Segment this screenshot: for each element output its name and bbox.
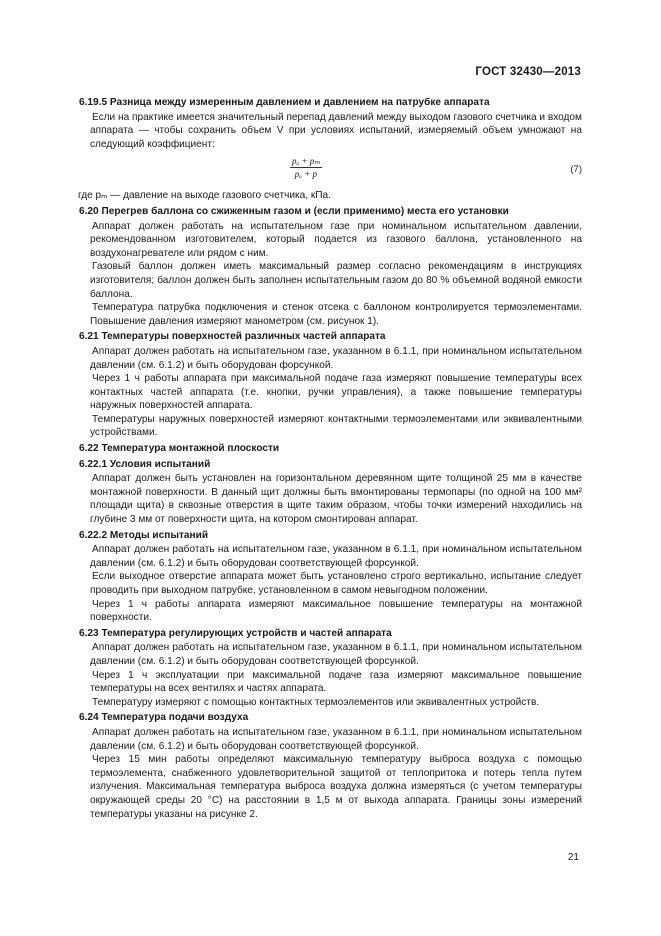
paragraph: Газовый баллон должен иметь максимальный размер согласно рекомендациям в инструкциях изготовителя; баллон должен быть заполнен испытательным газом до 80 % объемной водяной емкости баллона. — [90, 261, 582, 300]
paragraph: Через 1 ч работы аппарата измеряют максимальное повышение температуры на монтажной поверхности. — [90, 598, 582, 624]
section-heading-6-19-5: 6.19.5 Разница между измеренным давлением и давлением на патрубке аппарата — [79, 97, 490, 108]
fraction-numerator: pₐ + pₘ — [292, 156, 320, 167]
paragraph: Через 15 мин работы определяют максимальную температуру выброса воздуха с помощью термоэлемента, снабженного удовлетворительной защитой от теплопритока и потерь тепла путем излучения. Максимальная температура выброса воздуха должна измеряться (с учетом температуры окружающей среды 20 °C) на расстоянии в 1,5 м от выхода аппарата. Границы зоны измерений температуры указаны на рисунке 2. — [90, 754, 582, 820]
section-heading-6-22: 6.22 Температура монтажной плоскости — [79, 443, 280, 455]
document-body — [76, 94, 582, 821]
paragraph: Аппарат должен быть установлен на горизонтальном деревянном щите толщиной 25 мм в качестве монтажной поверхности. В данный щит должны быть вмонтированы термопары (по одной на 100 мм² площади щита) в сквозные отверстия в щите таким образом, чтобы точки измерений находились на глубине 3 мм от поверхности щита, на котором смонтирован аппарат. — [90, 473, 582, 526]
paragraph: Аппарат должен работать на испытательном газе, указанном в 6.1.1, при номинальном испытательном давлении (см. 6.1.2) и быть оборудован соответствующей форсункой. — [90, 544, 582, 569]
section-heading-6-21: 6.21 Температуры поверхностей различных частей аппарата — [79, 331, 386, 343]
paragraph: Через 1 ч эксплуатации при максимальной подаче газа измеряют максимальное повышение температуры на всех вентилях и частях аппарата. — [90, 669, 582, 695]
fraction-denominator: pₐ + p — [294, 169, 318, 180]
page-number: 21 — [567, 852, 579, 863]
document-id-header: ГОСТ 32430—2013 — [475, 66, 581, 78]
paragraph: где pₘ — давление на выходе газового счетчика, кПа. — [78, 190, 331, 202]
paragraph: Если выходное отверстие аппарата может быть установлено строго вертикально, испытание следует проводить при выходном патрубке, установленном в самом невыгодном положении. — [90, 571, 582, 596]
paragraph: Аппарат должен работать на испытательном газе, указанном в 6.1.1, при номинальном испытательном давлении (см. 6.1.2) и быть оборудован соответствующей форсункой. — [90, 642, 582, 667]
section-heading-6-23: 6.23 Температура регулирующих устройств и частей аппарата — [79, 627, 392, 639]
paragraph: Аппарат должен работать на испытательном газе, указанном в 6.1.1, при номинальном испытательном давлении (см. 6.1.2) и быть оборудован форсункой. — [90, 345, 582, 371]
paragraph: Если на практике имеется значительный перепад давлений между выходом газового счетчика и входом аппарата — чтобы сохранить объем V при условиях испытаний, измеряемый объем умножают на следующий коэффициент: — [90, 111, 582, 150]
section-heading-6-24: 6.24 Температура подачи воздуха — [79, 712, 249, 724]
section-heading-6-22-2: 6.22.2 Методы испытаний — [79, 529, 209, 541]
paragraph: Аппарат должен работать на испытательном газе при номинальном испытательном давлении, рекомендованном изготовителем, который подается из газового баллона, установленного на воздухонагревателе или рядом с ним. — [90, 220, 582, 259]
formula-7 — [76, 155, 582, 189]
paragraph: Через 1 ч работы аппарата при максимальной подаче газа измеряют повышение температуры всех контактных частей аппарата (т.е. кнопки, ручки управления), а также повышение температуры наружных поверхностей аппарата. — [90, 373, 582, 412]
section-heading-6-20: 6.20 Перегрев баллона со сжиженным газом и (если применимо) места его установки — [79, 205, 509, 217]
paragraph: Температуру измеряют с помощью контактных термоэлементов или эквивалентных устройств. — [92, 696, 540, 708]
equation-number: (7) — [570, 164, 582, 176]
section-heading-6-22-1: 6.22.1 Условия испытаний — [79, 458, 211, 470]
paragraph: Температура патрубка подключения и стенок отсека с баллоном контролируется термоэлементами. Повышение давления измеряют манометром (см. рисунок 1). — [90, 302, 582, 327]
fraction — [290, 155, 322, 180]
paragraph: Аппарат должен работать на испытательном газе, указанном в 6.1.1, при номинальном испытательном давлении (см. 6.1.2) и быть оборудован соответствующей форсункой. — [90, 726, 582, 752]
paragraph: Температуры наружных поверхностей измеряют контактными термоэлементами или эквивалентными устройствами. — [90, 413, 582, 439]
